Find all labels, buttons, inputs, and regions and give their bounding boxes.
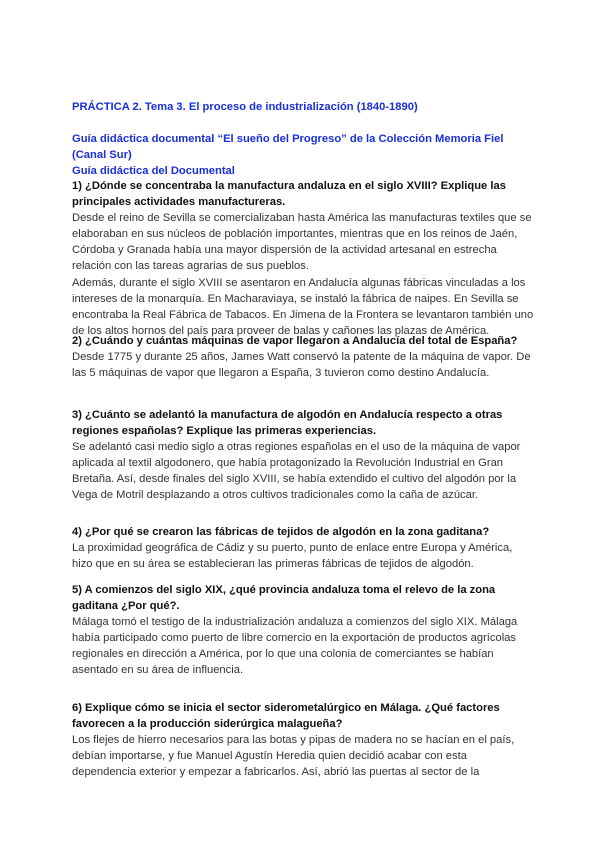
question-block-6 [72, 700, 534, 780]
guide-subtitle: Guía didáctica del Documental [72, 165, 235, 178]
question-6: 6) Explique cómo se inicia el sector siderometalúrgico en Málaga. ¿Qué factores favorecen a la producción siderúrgica malagueña? [72, 702, 500, 731]
answer-5-para-1: Málaga tomó el testigo de la industrialización andaluza a comienzos del siglo XIX. Málaga había participado como puerto de libre comercio en la exportación de productos agrícolas regionales en dirección a América, por lo que una colonia de comerciantes se habían asentado en su área de influencia. [72, 616, 518, 677]
question-3: 3) ¿Cuánto se adelantó la manufactura de algodón en Andalucía respecto a otras regiones españolas? Explique las primeras experiencias. [72, 409, 503, 438]
question-5: 5) A comienzos del siglo XIX, ¿qué provincia andaluza toma el relevo de la zona gaditana ¿Por qué?. [72, 584, 496, 613]
answer-1-para-1: Desde el reino de Sevilla se comercializaban hasta América las manufacturas textiles que se elaboraban en sus núcleos de población importantes, mientras que en los reinos de Jaén, Córdoba y Granada había una mayor dispersión de la actividad artesanal en estrecha relación con las tareas agrarias de sus pueblos. [72, 212, 532, 273]
question-block-3 [72, 407, 534, 504]
question-block-2 [72, 333, 534, 381]
answer-2-para-1: Desde 1775 y durante 25 años, James Watt conservó la patente de la máquina de vapor. De las 5 máquinas de vapor que llegaron a España, 3 tuvieron como destino Andalucía. [72, 351, 531, 380]
question-1: 1) ¿Dónde se concentraba la manufactura andaluza en el siglo XVIII? Explique las principales actividades manufactureras. [72, 180, 506, 209]
question-4: 4) ¿Por qué se crearon las fábricas de tejidos de algodón en la zona gaditana? [72, 526, 490, 538]
answer-6-para-1: Los flejes de hierro necesarios para las botas y pipas de madera no se hacían en el país, debían importarse, y fue Manuel Agustín Heredia quien decidió acabar con esta dependencia exterior y empezar a fabricarlos. Así, abrió las puertas al sector de la [72, 734, 515, 779]
answer-3-para-1: Se adelantó casi medio siglo a otras regiones españolas en el uso de la máquina de vapor aplicada al textil algodonero, que había protagonizado la Revolución Industrial en Gran Bretaña. Así, desde finales del siglo XVIII, se había extendido el cultivo del algodón por la Vega de Motril desplazando a otros cultivos tradicionales como la caña de azúcar. [72, 441, 521, 502]
page-title: PRÁCTICA 2. Tema 3. El proceso de industrialización (1840-1890) [72, 101, 418, 113]
answer-1-para-2: Además, durante el siglo XVIII se asentaron en Andalucía algunas fábricas vinculadas a los intereses de la monarquía. En Macharaviaya, se instaló la fábrica de naipes. En Sevilla se encontraba la Real Fábrica de Tabacos. En Jimena de la Frontera se levantaron también uno de los altos hornos del país para proveer de balas y cañones las plazas de América. [72, 276, 534, 337]
question-block-4 [72, 524, 534, 572]
guide-header [72, 131, 534, 179]
question-block-1 [72, 178, 534, 339]
question-block-5 [72, 582, 534, 679]
answer-4-para-1: La proximidad geográfica de Cádiz y su puerto, punto de enlace entre Europa y América, hizo que en su área se establecieran las primeras fábricas de tejidos de algodón. [72, 542, 513, 571]
guide-title: Guía didáctica documental “El sueño del Progreso” de la Colección Memoria Fiel (Canal Sur) [72, 133, 504, 162]
question-2: 2) ¿Cuándo y cuántas máquinas de vapor llegaron a Andalucía del total de España? [72, 335, 518, 347]
